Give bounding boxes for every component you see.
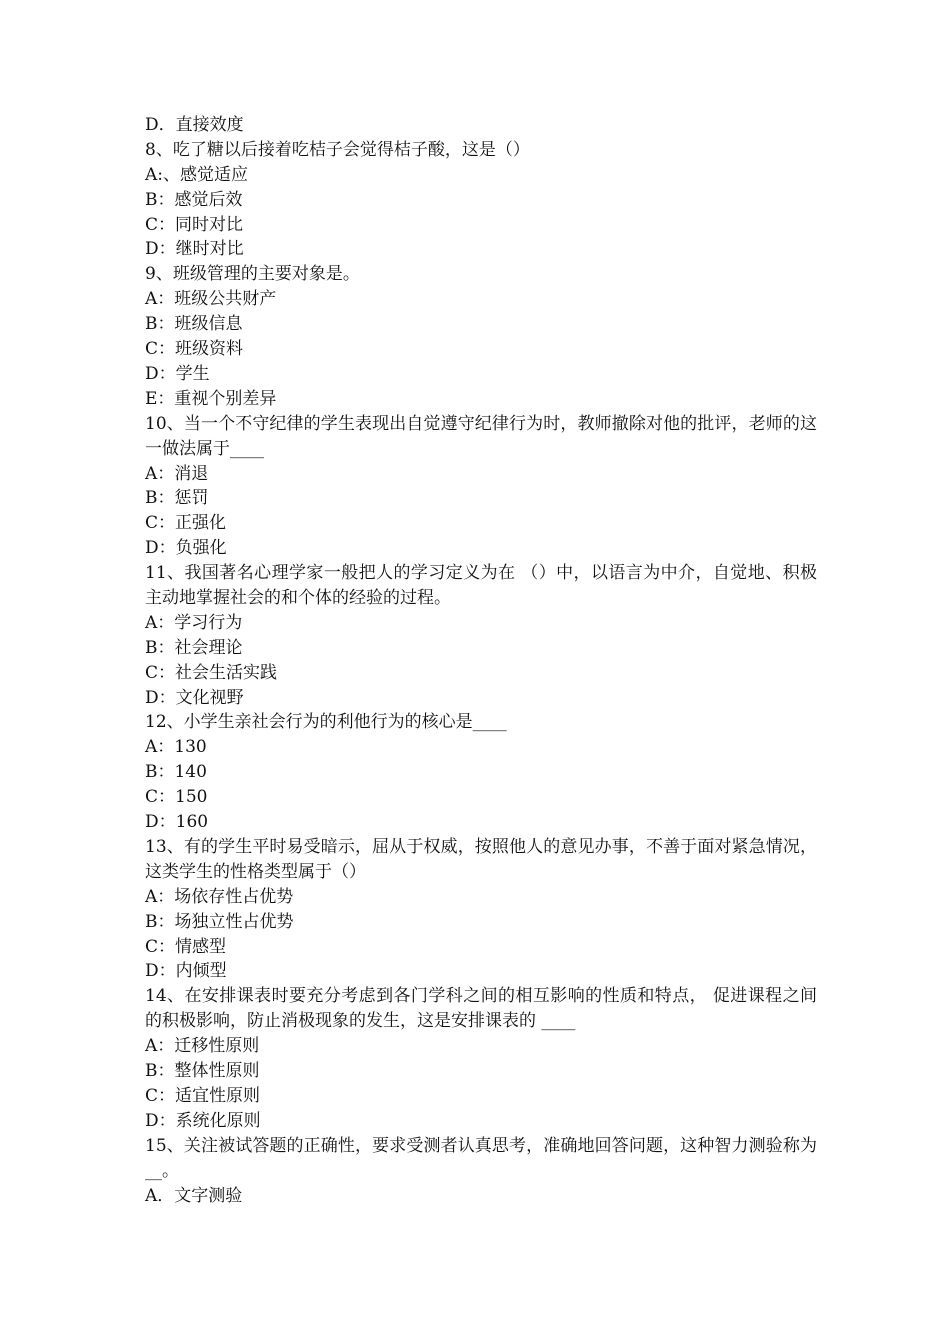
document-body: [145, 113, 817, 1208]
option-line: A：学习行为: [145, 612, 243, 633]
question-8: [145, 138, 817, 163]
question-text: 9、班级管理的主要对象是。: [145, 264, 360, 285]
option-line: D：文化视野: [145, 687, 244, 708]
option-line: D：负强化: [145, 538, 227, 559]
option-line: C：正强化: [145, 513, 227, 534]
option-line: B：感觉后效: [145, 189, 243, 210]
option-line: D：系统化原则: [145, 1110, 261, 1131]
option-line: C：同时对比: [145, 214, 244, 235]
option-line: D：继时对比: [145, 239, 244, 260]
option-line: A：130: [145, 737, 207, 758]
question-13: [145, 835, 817, 885]
question-9: [145, 262, 817, 287]
question-15: [145, 1134, 817, 1184]
option-line: B：惩罚: [145, 488, 209, 509]
option-line: A：迁移性原则: [145, 1036, 260, 1057]
option-line: D：内倾型: [145, 961, 227, 982]
option-line: B：社会理论: [145, 637, 243, 658]
question-14: [145, 984, 817, 1034]
option-line: C：情感型: [145, 936, 227, 957]
option-line: C：适宜性原则: [145, 1085, 261, 1106]
question-text: 8、吃了糖以后接着吃桔子会觉得桔子酸，这是（）: [145, 139, 530, 160]
question-text: 15、关注被试答题的正确性，要求受测者认真思考，准确地回答问题，这种智力测验称为__。: [145, 1135, 817, 1181]
question-text: 13、有的学生平时易受暗示，屈从于权威，按照他人的意见办事，不善于面对紧急情况，这类学生的性格类型属于（）: [145, 836, 817, 882]
option-line: C：班级资料: [145, 339, 244, 360]
question-text: 10、当一个不守纪律的学生表现出自觉遵守纪律行为时，教师撤除对他的批评，老师的这一做法属于____: [145, 413, 817, 459]
option-line: B：140: [145, 762, 207, 783]
option-line: E：重视个别差异: [145, 388, 277, 409]
option-line: B：班级信息: [145, 314, 243, 335]
option-line: B：整体性原则: [145, 1061, 260, 1082]
option-line: D．直接效度: [145, 115, 244, 135]
option-line: A：消退: [145, 463, 209, 484]
option-line: B：场独立性占优势: [145, 911, 294, 932]
option-line: A:、感觉适应: [145, 164, 249, 185]
option-line: C：150: [145, 787, 208, 808]
option-line: A．文字测验: [145, 1185, 243, 1206]
option-line: A：场依存性占优势: [145, 886, 294, 907]
question-11: [145, 561, 817, 611]
question-text: 12、小学生亲社会行为的利他行为的核心是____: [145, 712, 507, 733]
option-line: A：班级公共财产: [145, 289, 277, 310]
question-10: [145, 412, 817, 462]
question-12: [145, 710, 817, 735]
option-line: D：学生: [145, 363, 210, 384]
option-line: D：160: [145, 812, 209, 833]
option-line: C：社会生活实践: [145, 662, 278, 683]
question-text: 14、在安排课表时要充分考虑到各门学科之间的相互影响的性质和特点， 促进课程之间的积极影响，防止消极现象的发生，这是安排课表的 ____: [145, 986, 817, 1032]
question-text: 11、我国著名心理学家一般把人的学习定义为在 （）中，以语言为中介，自觉地、积极主动地掌握社会的和个体的经验的过程。: [145, 563, 817, 608]
